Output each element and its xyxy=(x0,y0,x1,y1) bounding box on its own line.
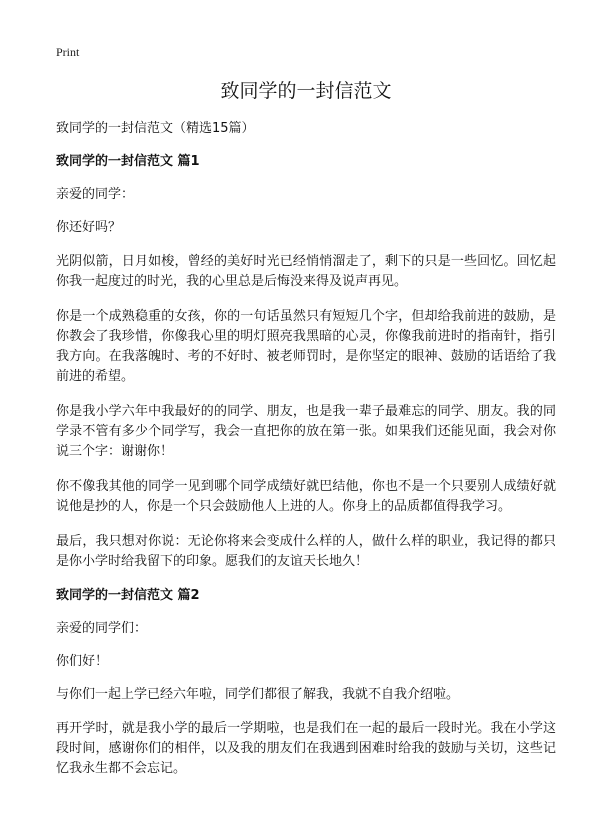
document-title: 致同学的一封信范文 xyxy=(220,80,392,102)
body-paragraph: 你是我小学六年中我最好的的同学、朋友，也是我一辈子最难忘的同学、朋友。我的同学录不管有多少个同学写，我会一直把你的放在第一张。如果我们还能见面，我会对你说三个字：谢谢你！ xyxy=(56,404,556,459)
section-heading: 致同学的一封信范文 篇1 xyxy=(56,154,200,169)
body-paragraph: 你是一个成熟稳重的女孩，你的一句话虽然只有短短几个字，但却给我前进的鼓励，是你教会了我珍惜，你像我心里的明灯照亮我黑暗的心灵，你像我前进时的指南针，指引我方向。在我落魄时、考的不好时、被老师罚时，是你坚定的眼神、鼓励的话语给了我前进的希望。 xyxy=(56,309,556,384)
greeting: 你们好！ xyxy=(56,654,109,669)
body-paragraph: 再开学时，就是我小学的最后一学期啦，也是我们在一起的最后一段时光。我在小学这段时间，感谢你们的相伴，以及我的朋友们在我遇到困难时给我的鼓励与关切，这些记忆我永生都不会忘记。 xyxy=(56,721,556,776)
salutation: 亲爱的同学： xyxy=(56,187,135,202)
body-paragraph: 你不像我其他的同学一见到哪个同学成绩好就巴结他，你也不是一个只要别人成绩好就说他是抄的人，你是一个只会鼓励他人上进的人。你身上的品质都值得我学习。 xyxy=(56,479,556,514)
greeting: 你还好吗？ xyxy=(56,220,122,235)
document-subtitle: 致同学的一封信范文（精选15篇） xyxy=(56,121,255,136)
body-paragraph: 最后，我只想对你说：无论你将来会变成什么样的人，做什么样的职业，我记得的都只是你小学时给我留下的印象。愿我们的友谊天长地久！ xyxy=(56,534,556,569)
print-label: Print xyxy=(56,45,80,59)
salutation: 亲爱的同学们： xyxy=(56,621,148,636)
body-paragraph: 光阴似箭，日月如梭，曾经的美好时光已经悄悄溜走了，剩下的只是一些回忆。回忆起你我一起度过的时光，我的心里总是后悔没来得及说声再见。 xyxy=(56,254,556,289)
section-heading: 致同学的一封信范文 篇2 xyxy=(56,588,200,603)
body-paragraph: 与你们一起上学已经六年啦，同学们都很了解我，我就不自我介绍啦。 xyxy=(56,687,460,702)
